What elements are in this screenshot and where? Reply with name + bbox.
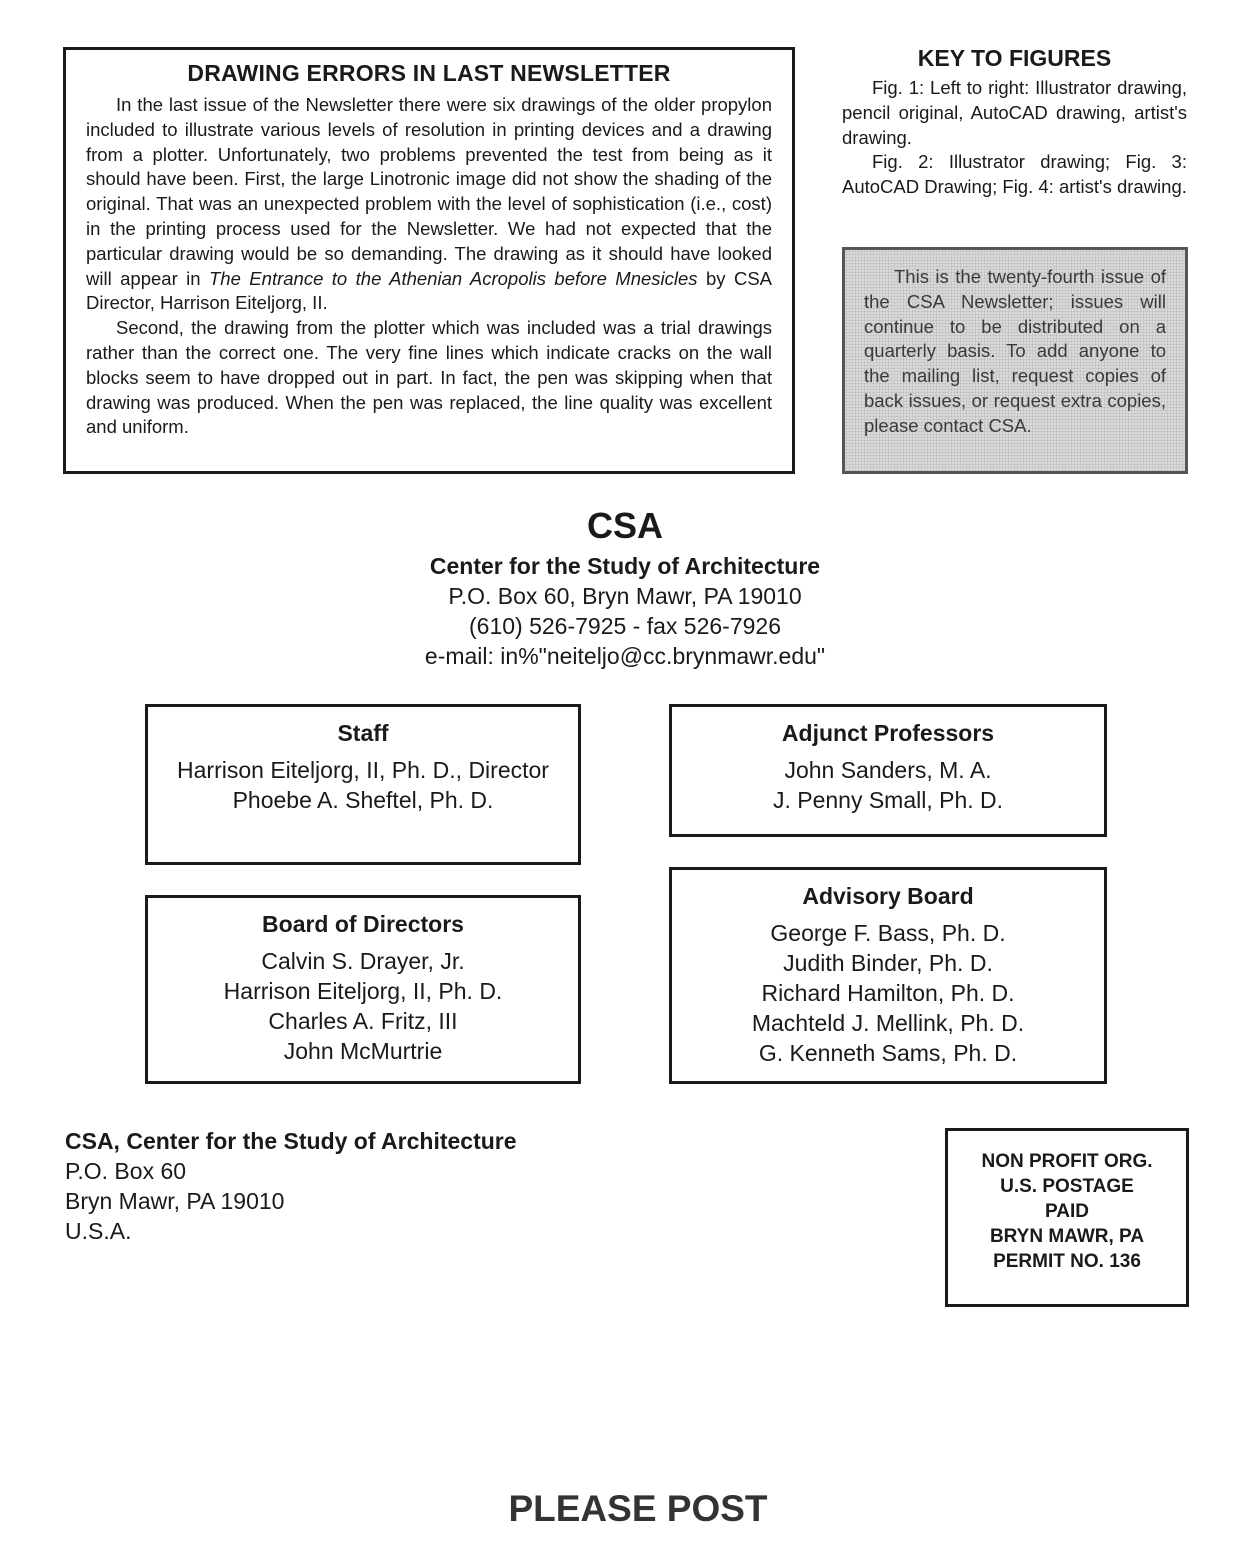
adjunct-professors-panel — [669, 704, 1107, 837]
postage-indicia — [945, 1128, 1189, 1307]
return-address-line: Bryn Mawr, PA 19010 — [65, 1188, 285, 1214]
board-member-name: John McMurtrie — [283, 1038, 443, 1064]
csa-contact-block — [300, 503, 950, 671]
adjunct-name: John Sanders, M. A. — [784, 757, 992, 783]
key-title: KEY TO FIGURES — [917, 45, 1112, 71]
advisory-heading: Advisory Board — [802, 883, 974, 909]
postage-line: U.S. POSTAGE — [1000, 1176, 1134, 1197]
postage-line: BRYN MAWR, PA — [989, 1226, 1145, 1247]
key-paragraph-2: Fig. 2: Illustrator drawing; Fig. 3: AutoCAD Drawing; Fig. 4: artist's drawing. — [842, 151, 1187, 198]
board-member-name: Harrison Eiteljorg, II, Ph. D. — [223, 978, 503, 1004]
book-title: The Entrance to the Athenian Acropolis before Mnesicles — [209, 267, 698, 289]
advisory-member-name: Judith Binder, Ph. D. — [783, 950, 993, 976]
article-title: DRAWING ERRORS IN LAST NEWSLETTER — [187, 60, 671, 86]
drawing-errors-article — [63, 47, 795, 474]
advisory-member-name: G. Kenneth Sams, Ph. D. — [758, 1040, 1018, 1066]
newsletter-notice — [842, 247, 1188, 474]
advisory-member-name: Machteld J. Mellink, Ph. D. — [751, 1010, 1025, 1036]
csa-phone: (610) 526-7925 - fax 526-7926 — [469, 613, 781, 639]
paragraph-1-text-end: by CSA Director, Harrison Eiteljorg, II. — [86, 267, 773, 314]
advisory-board-panel — [669, 867, 1107, 1084]
please-post-label: PLEASE POST — [508, 1488, 768, 1529]
article-paragraph-2: Second, the drawing from the plotter which was included was a trial drawings rather than the correct one. The very fine lines which indicate cracks on the wall blocks seem to have dropped out in part. In fact, the pen was skipping when that drawing was produced. When the pen was replaced, the line quality was excellent and uniform. — [86, 317, 772, 438]
article-paragraph-1 — [86, 93, 772, 316]
staff-panel — [145, 704, 581, 865]
staff-name: Phoebe A. Sheftel, Ph. D. — [232, 787, 494, 813]
postage-line: NON PROFIT ORG. — [981, 1151, 1153, 1172]
postage-line: PAID — [1045, 1201, 1089, 1222]
staff-heading: Staff — [337, 720, 389, 746]
staff-name: Harrison Eiteljorg, II, Ph. D., Director — [177, 757, 549, 783]
advisory-member-name: George F. Bass, Ph. D. — [770, 920, 1006, 946]
return-address — [65, 1126, 665, 1246]
csa-address: P.O. Box 60, Bryn Mawr, PA 19010 — [448, 583, 802, 609]
advisory-member-name: Richard Hamilton, Ph. D. — [761, 980, 1015, 1006]
return-address-title: CSA, Center for the Study of Architecture — [65, 1128, 517, 1154]
notice-text: This is the twenty-fourth issue of the CSA Newsletter; issues will continue to be distributed on a quarterly basis. To add anyone to the mailing list, request copies of back issues, or request extra copies, please contact CSA. — [864, 266, 1166, 436]
return-address-line: U.S.A. — [65, 1218, 132, 1244]
csa-email: e-mail: in%"neiteljo@cc.brynmawr.edu" — [424, 643, 826, 669]
csa-title: CSA — [586, 505, 663, 546]
board-member-name: Calvin S. Drayer, Jr. — [261, 948, 465, 974]
paragraph-1-text-start: In the last issue of the Newsletter there were six drawings of the older propylon included to illustrate various levels of resolution in printing devices and a drawing from a plotter. Unfortunately, two problems prevented the test from being as it should have been. First, the large Linotronic image did not show the shading of the original. That was an unexpected problem with the level of sophistication (i.e., cost) in the printing process used for the Newsletter. We had not expected that the particular drawing would be so demanding. The drawing as it should have looked will appear in — [86, 94, 772, 289]
return-address-line: P.O. Box 60 — [65, 1158, 187, 1184]
key-to-figures — [842, 45, 1187, 200]
board-of-directors-panel — [145, 895, 581, 1084]
csa-full-name: Center for the Study of Architecture — [429, 553, 821, 579]
board-member-name: Charles A. Fritz, III — [268, 1008, 458, 1034]
postage-line: PERMIT NO. 136 — [993, 1251, 1141, 1272]
key-paragraph-1: Fig. 1: Left to right: Illustrator drawing, pencil original, AutoCAD drawing, artist's drawing. — [842, 77, 1187, 148]
board-heading: Board of Directors — [262, 911, 464, 937]
adjunct-heading: Adjunct Professors — [781, 720, 995, 746]
adjunct-name: J. Penny Small, Ph. D. — [772, 787, 1004, 813]
